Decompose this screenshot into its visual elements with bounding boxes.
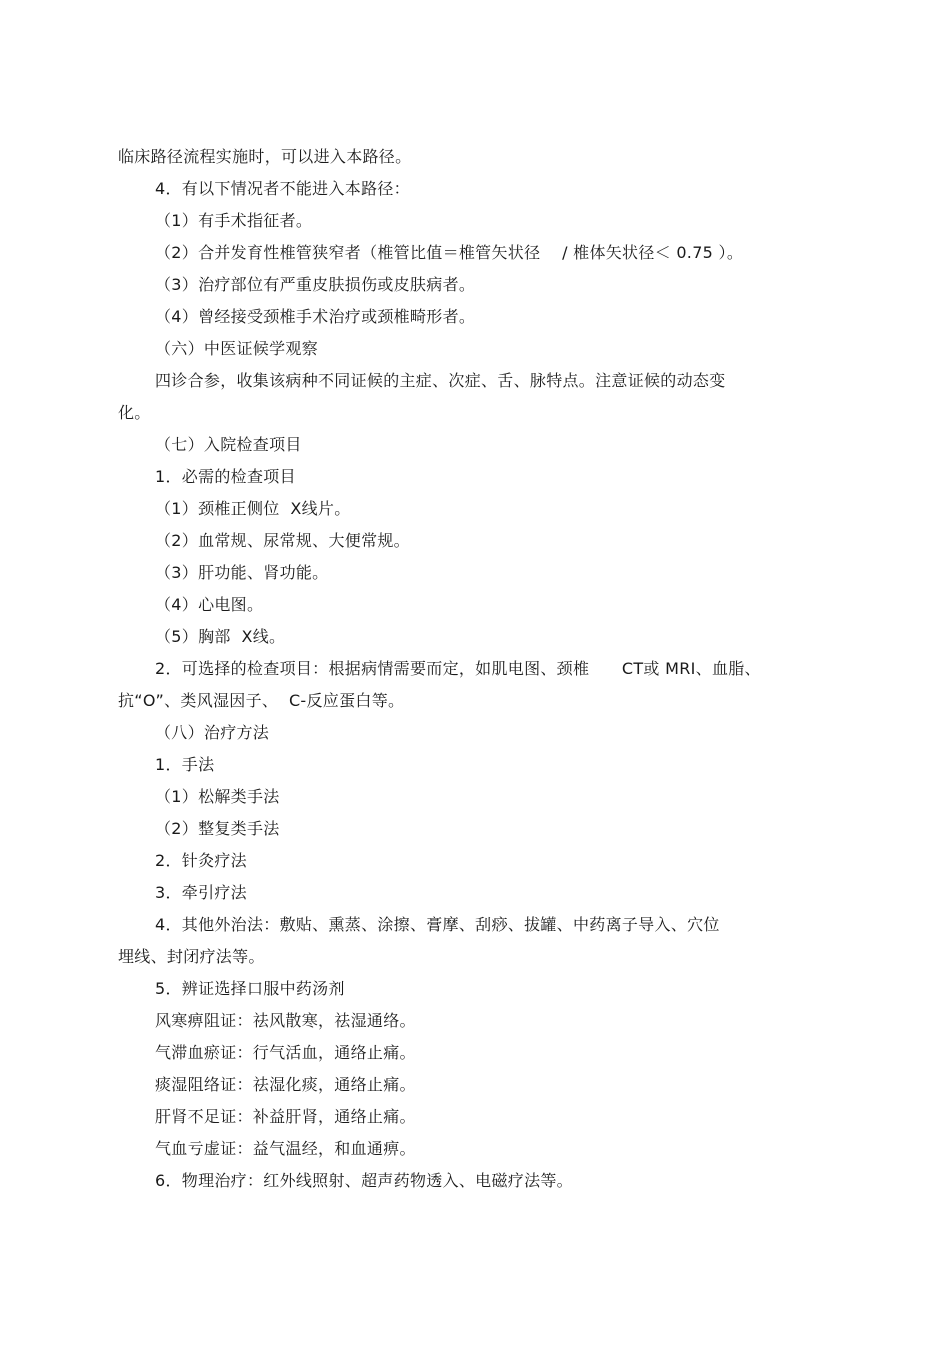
text-line: （3）治疗部位有严重皮肤损伤或皮肤病者。 (155, 275, 476, 294)
text-line: 4．有以下情况者不能进入本路径： (155, 179, 410, 198)
text-line: 3．牵引疗法 (155, 883, 247, 902)
text-line: 四诊合参，收集该病种不同证候的主症、次症、舌、脉特点。注意证候的动态变 (155, 371, 726, 390)
text-line: 肝肾不足证：补益肝肾，通络止痛。 (155, 1107, 416, 1126)
section-heading: （六）中医证候学观察 (155, 339, 319, 358)
text-line: （5）胸部 X线。 (155, 627, 286, 646)
text-line: （1）有手术指征者。 (155, 211, 313, 230)
text-line: 气滞血瘀证：行气活血，通络止痛。 (155, 1043, 416, 1062)
text-line: 抗“O”、类风湿因子、 C-反应蛋白等。 (118, 691, 405, 710)
text-line: 1．必需的检查项目 (155, 467, 296, 486)
text-line: （4）曾经接受颈椎手术治疗或颈椎畸形者。 (155, 307, 476, 326)
text-line: （2）合并发育性椎管狭窄者（椎管比值＝椎管矢状径 / 椎体矢状径＜ 0.75 ）。 (155, 243, 744, 262)
text-line: 4．其他外治法：敷贴、熏蒸、涂擦、膏摩、刮痧、拔罐、中药离子导入、穴位 (155, 915, 720, 934)
text-line: 2．针灸疗法 (155, 851, 247, 870)
text-line: 埋线、封闭疗法等。 (118, 947, 265, 966)
text-line: （3）肝功能、肾功能。 (155, 563, 329, 582)
text-line: 痰湿阻络证：祛湿化痰，通络止痛。 (155, 1075, 416, 1094)
text-line: （2）血常规、尿常规、大便常规。 (155, 531, 410, 550)
text-line: 气血亏虚证：益气温经，和血通痹。 (155, 1139, 416, 1158)
text-line: 1．手法 (155, 755, 215, 774)
section-heading: （七）入院检查项目 (155, 435, 302, 454)
text-line: 化。 (118, 403, 151, 422)
text-line: 2．可选择的检查项目：根据病情需要而定，如肌电图、颈椎 CT或 MRI、血脂、 (155, 659, 761, 678)
text-line: （4）心电图。 (155, 595, 264, 614)
text-line: （1）松解类手法 (155, 787, 280, 806)
section-heading: （八）治疗方法 (155, 723, 270, 742)
text-line: （2）整复类手法 (155, 819, 280, 838)
text-line: 临床路径流程实施时，可以进入本路径。 (118, 147, 412, 166)
text-line: 风寒痹阻证：祛风散寒，祛湿通络。 (155, 1011, 416, 1030)
text-line: 5．辨证选择口服中药汤剂 (155, 979, 345, 998)
text-line: （1）颈椎正侧位 X线片。 (155, 499, 351, 518)
text-line: 6．物理治疗：红外线照射、超声药物透入、电磁疗法等。 (155, 1171, 573, 1190)
